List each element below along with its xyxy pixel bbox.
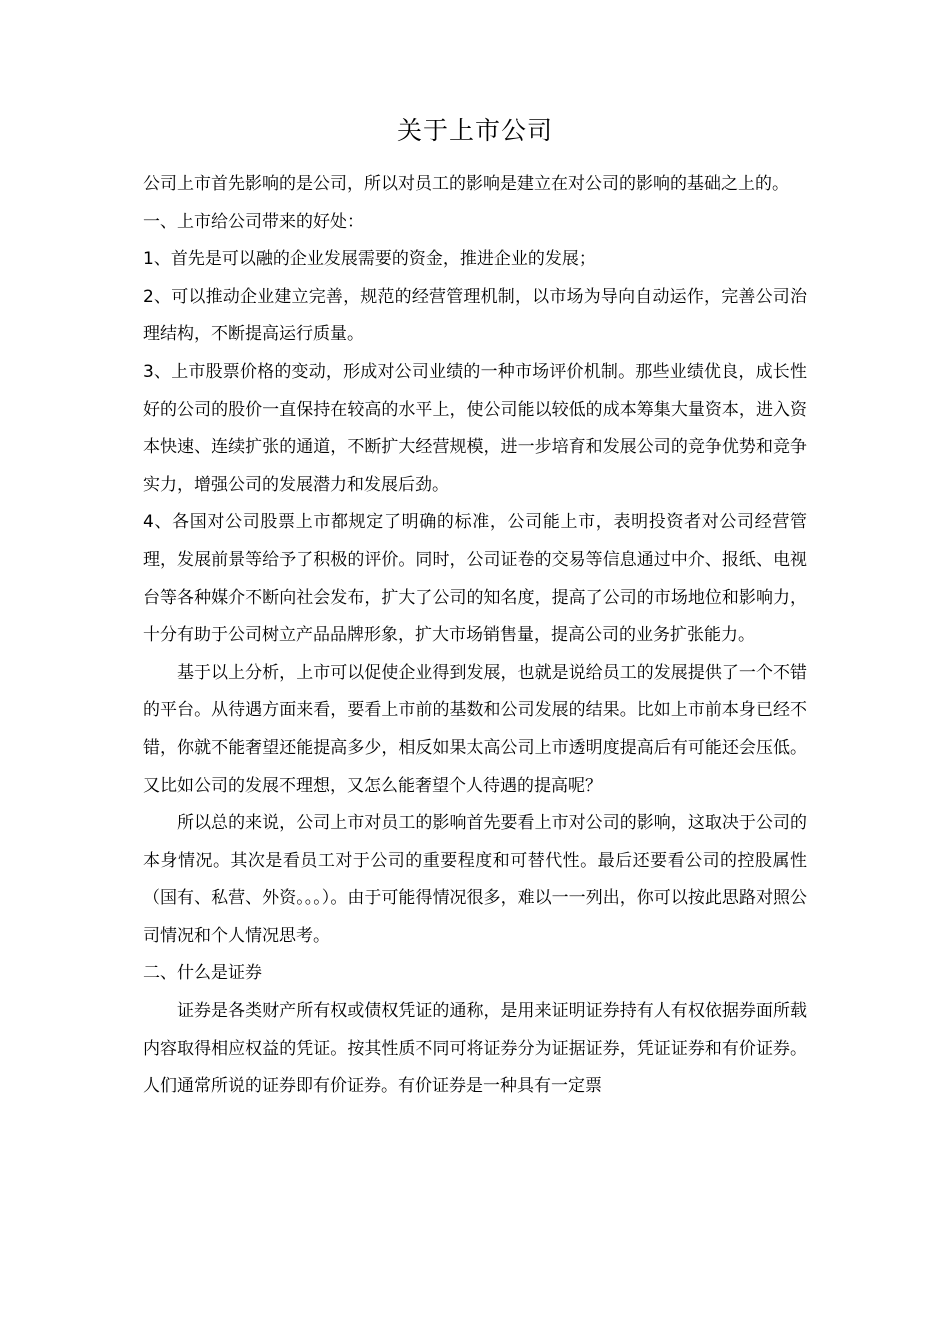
section-heading-benefits: 一、上市给公司带来的好处： xyxy=(143,211,364,232)
benefit-item-4: 4、各国对公司股票上市都规定了明确的标准，公司能上市，表明投资者对公司经营管理，发展前景等给予了积极的评价。同时，公司证卷的交易等信息通过中介、报纸、电视台等各种媒介不断向社会发布，扩大了公司的知名度，提高了公司的市场地位和影响力，十分有助于公司树立产品品牌形象，扩大市场销售量，提高公司的业务扩张能力。 xyxy=(143,512,807,646)
securities-paragraph: 证券是各类财产所有权或债权凭证的通称，是用来证明证券持有人有权依据券面所载内容取得相应权益的凭证。按其性质不同可将证券分为证据证券，凭证证券和有价证券。人们通常所说的证券即有价证券。有价证券是一种具有一定票 xyxy=(143,1001,807,1097)
conclusion-paragraph: 所以总的来说，公司上市对员工的影响首先要看上市对公司的影响，这取决于公司的本身情况。其次是看员工对于公司的重要程度和可替代性。最后还要看公司的控股属性（国有、私营、外资。。。）。由于可能得情况很多，难以一一列出，你可以按此思路对照公司情况和个人情况思考。 xyxy=(143,813,807,946)
benefit-item-3: 3、上市股票价格的变动，形成对公司业绩的一种市场评价机制。那些业绩优良，成长性好的公司的股价一直保持在较高的水平上，使公司能以较低的成本筹集大量资本，进入资本快速、连续扩张的通道，不断扩大经营规模，进一步培育和发展公司的竞争优势和竞争实力，增强公司的发展潜力和发展后劲。 xyxy=(143,361,807,495)
intro-paragraph: 公司上市首先影响的是公司，所以对员工的影响是建立在对公司的影响的基础之上的。 xyxy=(143,174,789,194)
benefit-item-1: 1、首先是可以融的企业发展需要的资金，推进企业的发展； xyxy=(143,249,596,270)
analysis-paragraph: 基于以上分析，上市可以促使企业得到发展，也就是说给员工的发展提供了一个不错的平台。从待遇方面来看，要看上市前的基数和公司发展的结果。比如上市前本身已经不错，你就不能奢望还能提高多少，相反如果太高公司上市透明度提高后有可能还会压低。又比如公司的发展不理想，又怎么能奢望个人待遇的提高呢？ xyxy=(143,662,807,796)
document-title: 关于上市公司 xyxy=(396,116,553,145)
benefit-item-2: 2、可以推动企业建立完善，规范的经营管理机制，以市场为导向自动运作，完善公司治理结构，不断提高运行质量。 xyxy=(143,286,807,345)
section-heading-securities: 二、什么是证券 xyxy=(143,963,262,984)
